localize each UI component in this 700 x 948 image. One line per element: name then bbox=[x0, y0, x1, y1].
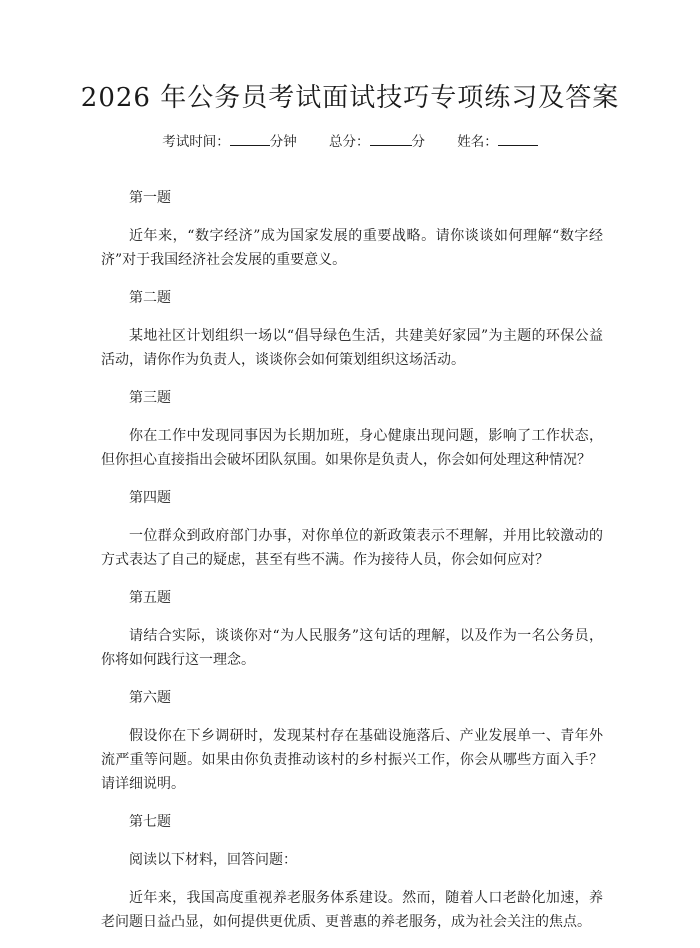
question-heading: 第二题 bbox=[129, 290, 171, 306]
exam-time-label: 考试时间： bbox=[162, 134, 230, 150]
question-instruction: 阅读以下材料，回答问题： bbox=[129, 852, 297, 868]
questions-section bbox=[101, 186, 603, 948]
question-text: 近年来，“数字经济”成为国家发展的重要战略。请你谈谈如何理解“数字经济”对于我国经济社会发展的重要意义。 bbox=[101, 228, 603, 268]
question-text: 某地社区计划组织一场以“倡导绿色生活，共建美好家园”为主题的环保公益活动，请你作为负责人，谈谈你会如何策划组织这场活动。 bbox=[101, 328, 603, 368]
question-heading: 第七题 bbox=[129, 814, 171, 830]
question-text: 你在工作中发现同事因为长期加班，身心健康出现问题，影响了工作状态，但你担心直接指出会破坏团队氛围。如果你是负责人，你会如何处理这种情况？ bbox=[101, 428, 603, 468]
exam-time-field bbox=[162, 131, 297, 152]
total-score-field bbox=[329, 131, 425, 152]
exam-time-blank bbox=[230, 131, 270, 146]
total-score-blank bbox=[370, 131, 412, 146]
name-label: 姓名： bbox=[457, 134, 498, 150]
question-heading: 第一题 bbox=[129, 190, 171, 206]
question-heading: 第四题 bbox=[129, 490, 171, 506]
name-field bbox=[457, 131, 538, 152]
name-blank bbox=[498, 131, 538, 146]
question-heading: 第三题 bbox=[129, 390, 171, 406]
exam-info-line bbox=[0, 131, 700, 152]
question-heading: 第五题 bbox=[129, 590, 171, 606]
document-title: 2026 年公务员考试面试技巧专项练习及答案 bbox=[80, 83, 620, 113]
question-text: 一位群众到政府部门办事，对你单位的新政策表示不理解，并用比较激动的方式表达了自己的疑虑，甚至有些不满。作为接待人员，你会如何应对？ bbox=[101, 528, 603, 568]
total-score-unit: 分 bbox=[411, 134, 425, 150]
question-text: 请结合实际，谈谈你对“为人民服务”这句话的理解，以及作为一名公务员，你将如何践行这一理念。 bbox=[101, 628, 603, 668]
total-score-label: 总分： bbox=[329, 134, 370, 150]
question-heading: 第六题 bbox=[129, 690, 171, 706]
exam-time-unit: 分钟 bbox=[269, 134, 297, 150]
question-material: 近年来，我国高度重视养老服务体系建设。然而，随着人口老龄化加速，养老问题日益凸显，如何提供更优质、更普惠的养老服务，成为社会关注的焦点。 bbox=[101, 890, 603, 930]
question-text: 假设你在下乡调研时，发现某村存在基础设施落后、产业发展单一、青年外流严重等问题。如果由你负责推动该村的乡村振兴工作，你会从哪些方面入手？请详细说明。 bbox=[101, 728, 603, 792]
